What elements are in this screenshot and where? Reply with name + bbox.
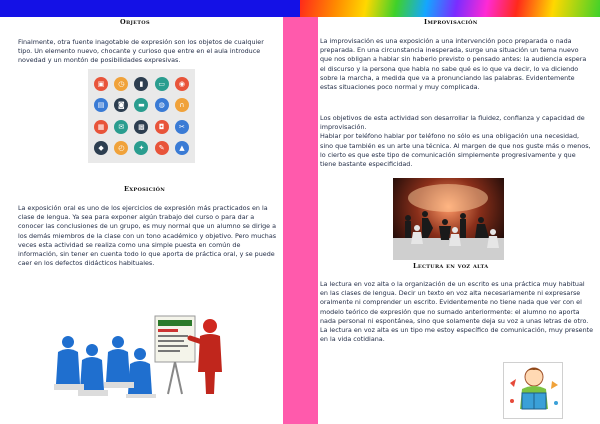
monitor-icon: ▬ (134, 98, 148, 112)
improvisacion-paragraph-2: Los objetivos de esta actividad son desarrollar la fluidez, confianza y capacidad de improvisación. Hablar por teléfono hablar por teléfono no sólo es una obligación una necesidad, sino que también es un arte una técnica. Al margen de que nos guste más o menos, lo cierto es que este tipo de comunicación simplemente progresivamente y que tiene bastante especificidad. (320, 114, 591, 169)
mail-icon: ✉ (114, 120, 128, 134)
right-banner (300, 0, 600, 17)
objects-icons-image (88, 69, 195, 163)
pen-icon: ✎ (155, 141, 169, 155)
map-icon: ▦ (94, 120, 108, 134)
lectura-heading: Lectura en voz alta (413, 262, 489, 270)
notebook-icon: ▤ (94, 98, 108, 112)
scissors-icon: ✂ (175, 120, 189, 134)
improvisacion-heading: Improvisación (424, 18, 478, 26)
compass-icon: ✦ (134, 141, 148, 155)
bag-icon: ▲ (175, 141, 189, 155)
left-banner (0, 0, 300, 17)
presentation-illustration (50, 312, 245, 398)
lamp-icon: ◉ (175, 77, 189, 91)
gamepad-icon: ◆ (94, 141, 108, 155)
cup-icon: ◙ (114, 98, 128, 112)
tablet-icon: ▭ (155, 77, 169, 91)
reading-child-illustration (503, 362, 563, 419)
headphones-icon: ∩ (175, 98, 189, 112)
clock-icon: ◷ (114, 77, 128, 91)
objetos-paragraph: Finalmente, otra fuente inagotable de expresión son los objetos de cualquier tipo. Un elemento nuevo, chocante y curioso que entre en el aula introduce novedad y un montón de posibilidades expresivas. (18, 38, 264, 65)
calculator-icon: ▩ (134, 120, 148, 134)
camera-icon: ▣ (94, 77, 108, 91)
page-divider (283, 0, 318, 424)
theater-photo (393, 178, 504, 260)
globe-icon: ◍ (155, 98, 169, 112)
camera2-icon: ◘ (155, 120, 169, 134)
watch-icon: ◴ (114, 141, 128, 155)
exposicion-paragraph: La exposición oral es uno de los ejercicios de expresión más practicados en la clase de lengua. Ya sea para exponer algún trabajo del curso o para dar a conocer las conclusiones de un grupo, es muy normal que un alumno se dirige a los demás miembros de la clase con un tono académico y objetivo. Pero muchas veces esta actividad se realiza como una simple puesta en común de información, sin tener en cuenta todo lo que aporta de práctica oral, y se puede caer en los defectos didácticos habituales. (18, 204, 277, 268)
phone-icon: ▮ (134, 77, 148, 91)
objetos-heading: Objetos (120, 18, 150, 26)
lectura-paragraph: La lectura en voz alta o la organización de un escrito es una práctica muy habitual en las clases de lengua. Decir un texto en voz alta necesariamente ni expresarse oralmente ni comprender un escrito. Evidentemente no tiene nada que ver con el modelo teórico de expresión que no sumado anteriormente: el alumno no aporta nada personal ni espontánea, sino que solamente deja su voz a unas letras de otro. La lectura en voz alta es un tipo me estoy específico de comunicación, muy presente en la vida cotidiana. (320, 280, 594, 344)
exposicion-heading: Exposición (124, 185, 166, 193)
improvisacion-paragraph-1: La improvisación es una exposición a una intervención poco preparada o nada preparada. En una circunstancia inesperada, surge una situación un tema nuevo que nos obligan a hablar sin haberlo previsto o pensado antes: la audiencia espera el discurso y la persona que habla no sabe qué es lo que va decir, lo va diciendo sobre la marcha, a medida que va a pronunciando las palabras. Evidentemente estas situaciones poco normal y muy complicada. (320, 37, 587, 92)
